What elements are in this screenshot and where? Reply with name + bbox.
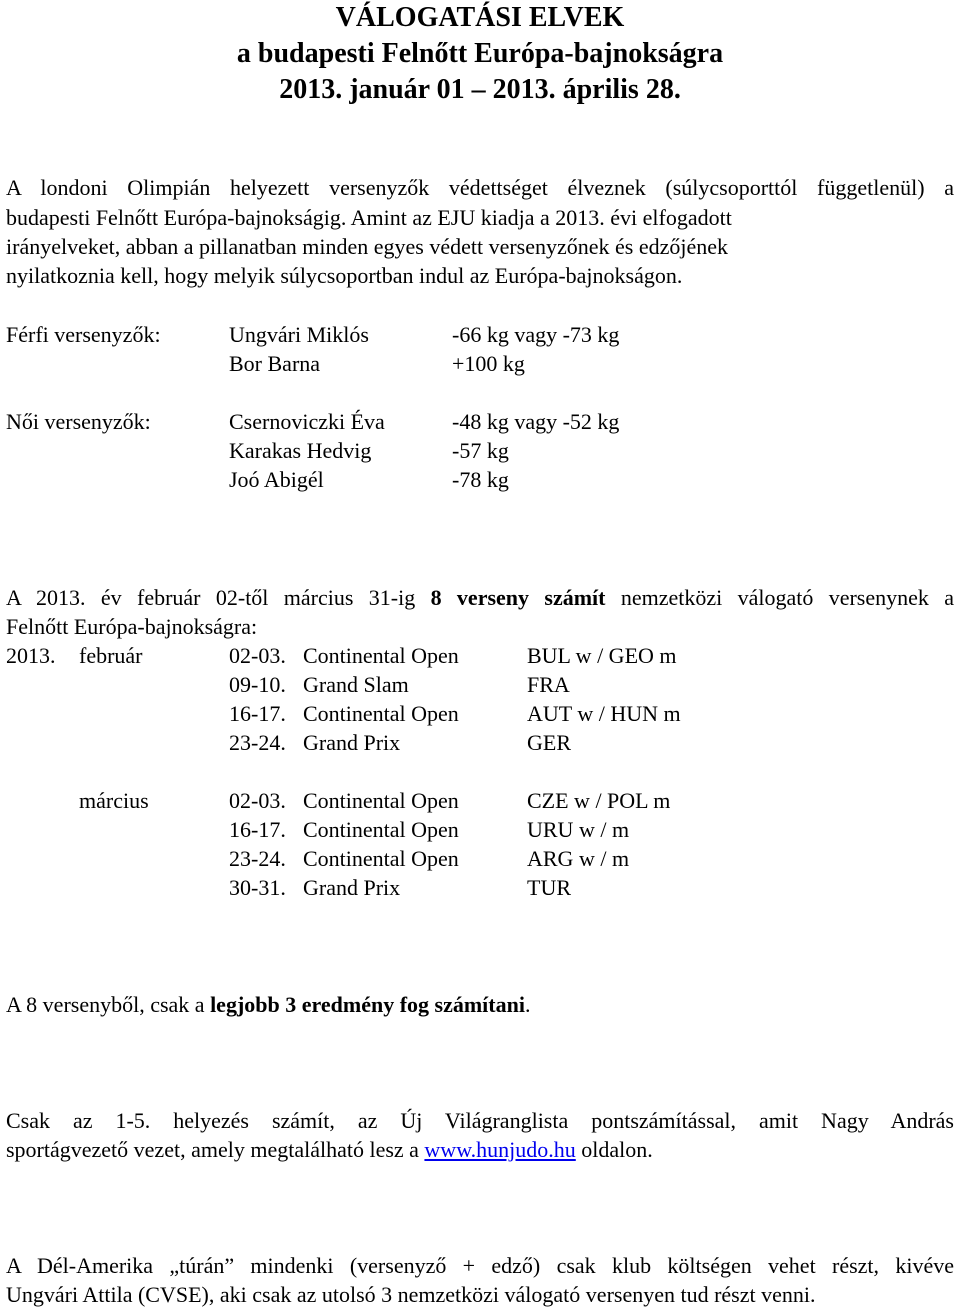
schedule-month-march: március bbox=[79, 788, 149, 813]
event-name: Continental Open bbox=[303, 701, 459, 726]
event-place: FRA bbox=[527, 672, 570, 697]
athlete-weight: -66 kg vagy -73 kg bbox=[452, 322, 620, 347]
event-name: Continental Open bbox=[303, 643, 459, 668]
intro-line-2: budapesti Felnőtt Európa-bajnokságig. Amint az EJU kiadja a 2013. évi elfogadott bbox=[6, 205, 732, 230]
hunjudo-link[interactable]: www.hunjudo.hu bbox=[424, 1137, 576, 1162]
event-date: 16-17. bbox=[229, 701, 286, 726]
event-place: ARG w / m bbox=[527, 846, 630, 871]
best-text-a: A 8 versenyből, csak a bbox=[6, 992, 211, 1017]
event-date: 09-10. bbox=[229, 672, 286, 697]
document-title bbox=[0, 0, 960, 108]
athlete-name: Csernoviczki Éva bbox=[229, 409, 385, 434]
schedule-year: 2013. bbox=[6, 643, 56, 668]
men-label: Férfi versenyzők: bbox=[6, 322, 161, 347]
intro-line-4: nyilatkoznia kell, hogy melyik súlycsoportban indul az Európa-bajnokságon. bbox=[6, 263, 683, 288]
title-line-1: VÁLOGATÁSI ELVEK bbox=[335, 2, 625, 33]
athlete-weight: -57 kg bbox=[452, 438, 509, 463]
intro-line-1: A londoni Olimpián helyezett versenyzők védettséget élveznek (súlycsoporttól függetlenül) a bbox=[6, 175, 954, 200]
selection-text-b: nemzetközi válogató versenynek a bbox=[605, 585, 955, 610]
athlete-name: Joó Abigél bbox=[229, 467, 324, 492]
ranking-line-2 bbox=[6, 1135, 653, 1165]
selection-text-a: A 2013. év február 02-től március 31-ig bbox=[6, 585, 431, 610]
event-place: CZE w / POL m bbox=[527, 788, 671, 813]
selection-line-1 bbox=[6, 583, 954, 613]
tour-line-2: Ungvári Attila (CVSE), aki csak az utolsó 3 nemzetközi válogató versenyen tud részt venni. bbox=[6, 1282, 816, 1307]
event-date: 23-24. bbox=[229, 846, 286, 871]
athlete-name: Bor Barna bbox=[229, 351, 321, 376]
event-name: Grand Prix bbox=[303, 875, 401, 900]
athlete-name: Ungvári Miklós bbox=[229, 322, 369, 347]
best-emphasis: legjobb 3 eredmény fog számítani bbox=[210, 992, 525, 1017]
athlete-weight: -78 kg bbox=[452, 467, 509, 492]
event-name: Continental Open bbox=[303, 788, 459, 813]
athlete-weight: +100 kg bbox=[452, 351, 525, 376]
event-place: TUR bbox=[527, 875, 571, 900]
event-date: 02-03. bbox=[229, 643, 286, 668]
event-name: Continental Open bbox=[303, 846, 459, 871]
event-date: 30-31. bbox=[229, 875, 286, 900]
title-line-2: a budapesti Felnőtt Európa-bajnokságra bbox=[236, 38, 724, 69]
intro-line-3: irányelveket, abban a pillanatban minden egyes védett versenyzőnek és edzőjének bbox=[6, 234, 729, 259]
event-date: 02-03. bbox=[229, 788, 286, 813]
best-results-line bbox=[6, 990, 530, 1020]
women-label: Női versenyzők: bbox=[6, 409, 151, 434]
ranking-text-a: sportágvezető vezet, amely megtalálható lesz a bbox=[6, 1137, 425, 1162]
event-date: 23-24. bbox=[229, 730, 286, 755]
ranking-line-1: Csak az 1-5. helyezés számít, az Új Világranglista pontszámítással, amit Nagy András bbox=[6, 1108, 954, 1133]
athlete-name: Karakas Hedvig bbox=[229, 438, 372, 463]
event-place: URU w / m bbox=[527, 817, 630, 842]
event-date: 16-17. bbox=[229, 817, 286, 842]
title-line-3: 2013. január 01 – 2013. április 28. bbox=[279, 74, 681, 105]
event-place: GER bbox=[527, 730, 571, 755]
selection-line-2: Felnőtt Európa-bajnokságra: bbox=[6, 614, 258, 639]
schedule-month-february: február bbox=[79, 643, 143, 668]
event-place: AUT w / HUN m bbox=[527, 701, 681, 726]
tour-line-1: A Dél-Amerika „túrán” mindenki (versenyző + edző) csak klub költségen vehet részt, kivéve bbox=[6, 1253, 954, 1278]
selection-emphasis: 8 verseny számít bbox=[430, 585, 606, 610]
event-place: BUL w / GEO m bbox=[527, 643, 677, 668]
best-text-b: . bbox=[524, 992, 531, 1017]
event-name: Continental Open bbox=[303, 817, 459, 842]
ranking-text-b: oldalon. bbox=[575, 1137, 653, 1162]
event-name: Grand Prix bbox=[303, 730, 401, 755]
athlete-weight: -48 kg vagy -52 kg bbox=[452, 409, 620, 434]
event-name: Grand Slam bbox=[303, 672, 409, 697]
